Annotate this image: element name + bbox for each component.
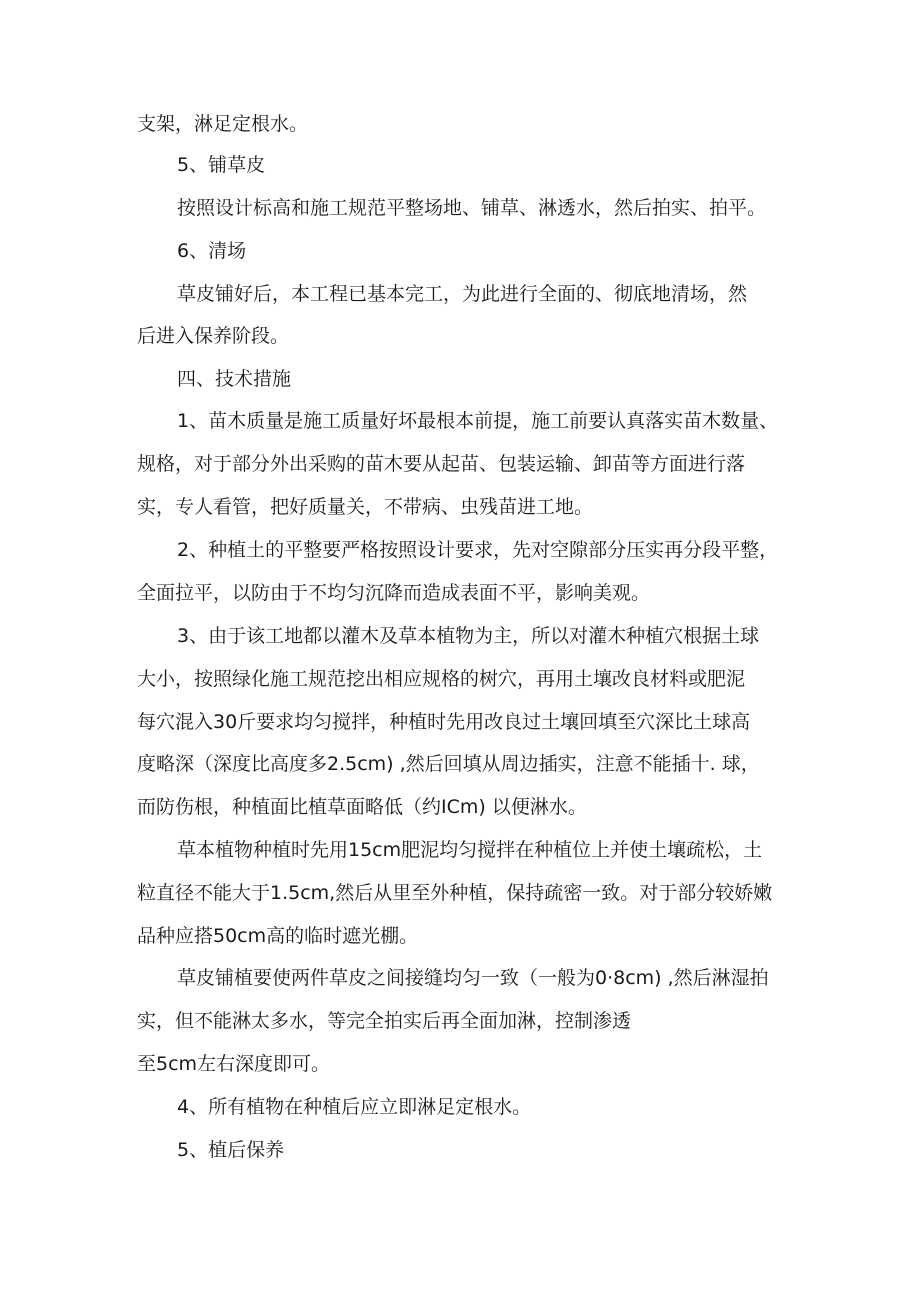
section-heading: 5、植后保养 <box>177 1139 285 1161</box>
text-line: 支架，淋足定根水。 <box>137 113 309 135</box>
paragraph-line: 粒直径不能大于1.5cm,然后从里至外种植，保持疏密一致。对于部分较娇嫩 <box>137 882 773 904</box>
paragraph-line: 全面拉平，以防由于不均匀沉降而造成表面不平，影响美观。 <box>137 582 651 604</box>
paragraph-line: 1、苗木质量是施工质量好坏最根本前提，施工前要认真落实苗木数量、 <box>177 410 779 432</box>
paragraph-line: 大小，按照绿化施工规范挖出相应规格的树穴，再用土壤改良材料或肥泥 <box>137 668 746 690</box>
paragraph-line: 4、所有植物在种植后应立即淋足定根水。 <box>177 1096 532 1118</box>
section-heading: 5、铺草皮 <box>177 154 266 176</box>
paragraph-line: 而防伤根，种植面比植草面略低（约ICm) 以便淋水。 <box>137 796 587 818</box>
paragraph-line: 草皮铺植要使两件草皮之间接缝均匀一致（一般为0·8cm) ,然后淋湿拍 <box>177 967 769 989</box>
paragraph-line: 实，但不能淋太多水，等完全拍实后再全面加淋，控制渗透 <box>137 1010 632 1032</box>
section-heading: 6、清场 <box>177 240 247 262</box>
paragraph-line: 3、由于该工地都以灌木及草本植物为主，所以对灌木种植穴根据土球 <box>177 625 760 647</box>
paragraph-line: 度略深（深度比高度多2.5cm) ,然后回填从周边插实，注意不能插十. 球， <box>137 753 760 775</box>
paragraph-line: 每穴混入30斤要求均匀搅拌，种植时先用改良过土壤回填至穴深比土球高 <box>137 711 751 733</box>
paragraph-line: 草皮铺好后，本工程已基本完工，为此进行全面的、彻底地清场，然 <box>177 283 748 305</box>
paragraph-line: 至5cm左右深度即可。 <box>137 1053 331 1075</box>
paragraph-line: 按照设计标高和施工规范平整场地、铺草、淋透水，然后拍实、拍平。 <box>177 197 767 219</box>
section-heading: 四、技术措施 <box>177 368 292 390</box>
paragraph-line: 草本植物种植时先用15cm肥泥均匀搅拌在种植位上并使土壤疏松，土 <box>177 839 763 861</box>
paragraph-line: 后进入保养阶段。 <box>137 325 290 347</box>
paragraph-line: 品种应搭50cm高的临时遮光棚。 <box>137 925 419 947</box>
paragraph-line: 2、种植土的平整要严格按照设计要求，先对空隙部分压实再分段平整， <box>177 539 779 561</box>
paragraph-line: 规格，对于部分外出采购的苗木要从起苗、包装运输、卸苗等方面进行落 <box>137 453 746 475</box>
paragraph-line: 实，专人看管，把好质量关，不带病、虫残苗进工地。 <box>137 496 594 518</box>
